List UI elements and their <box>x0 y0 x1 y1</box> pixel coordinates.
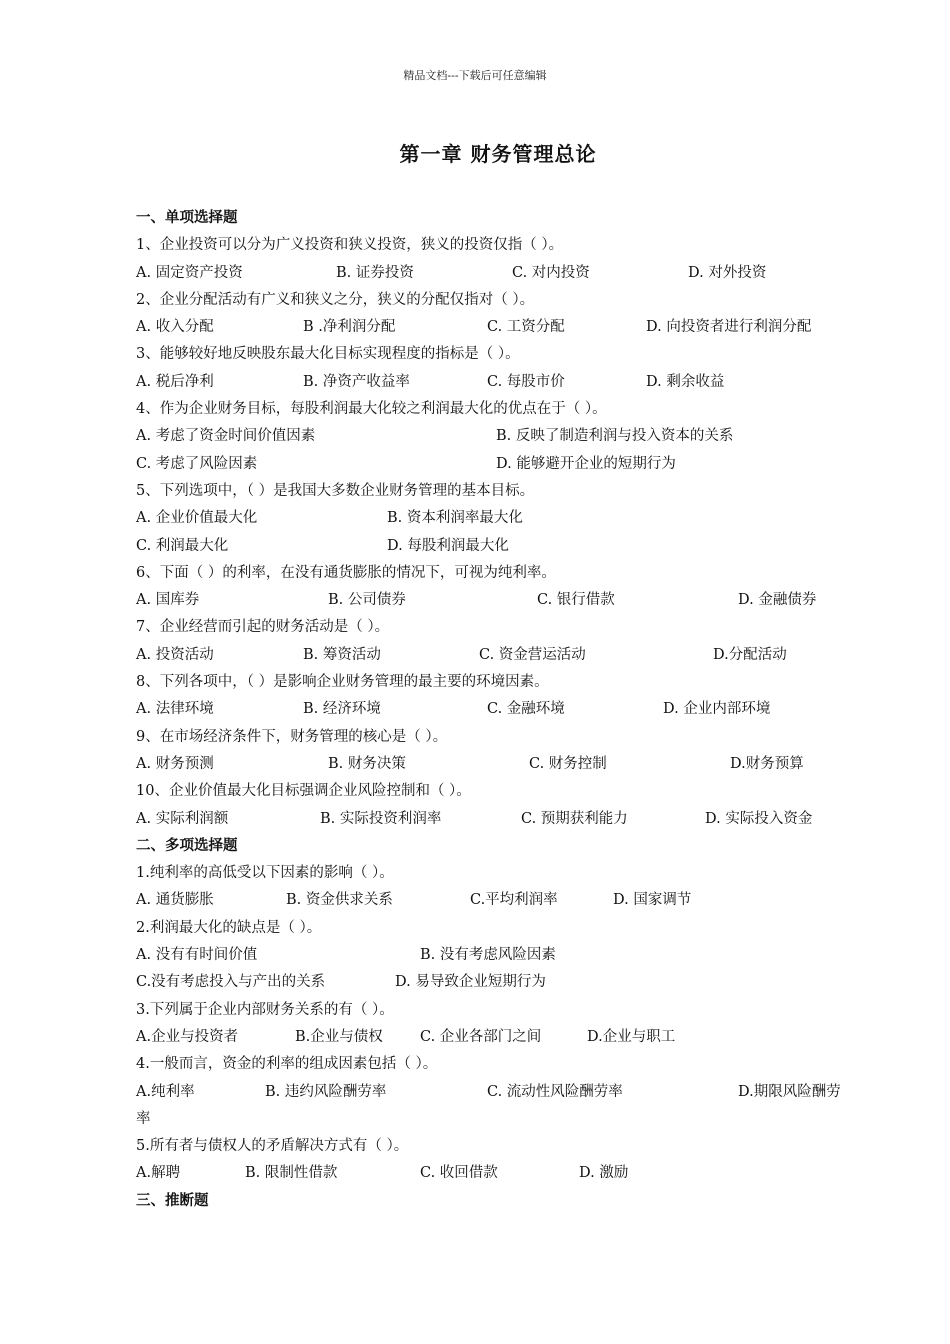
option-d: D. 向投资者进行利润分配 <box>646 319 812 336</box>
option-row <box>136 423 871 450</box>
option-row <box>136 451 871 478</box>
option-c: C.平均利润率 <box>470 892 558 909</box>
option-c: C.没有考虑投入与产出的关系 <box>136 974 326 991</box>
option-row <box>136 806 871 833</box>
question-stem: 5、下列选项中，（ ）是我国大多数企业财务管理的基本目标。 <box>136 482 535 499</box>
option-b: B. 限制性借款 <box>245 1165 338 1182</box>
section-heading-multiple-choice: 二、多项选择题 <box>136 837 238 854</box>
option-b: B. 财务决策 <box>328 755 406 772</box>
option-row <box>136 887 871 914</box>
chapter-title: 第一章 财务管理总论 <box>399 142 597 166</box>
option-a: A. 税后净利 <box>136 373 214 390</box>
option-a: A.纯利率 <box>136 1083 195 1100</box>
option-row <box>136 1024 871 1051</box>
option-d: D. 企业内部环境 <box>663 701 771 718</box>
option-c: C. 银行借款 <box>537 592 615 609</box>
option-d: D.企业与职工 <box>587 1028 676 1045</box>
option-c: C. 工资分配 <box>487 319 565 336</box>
option-d: D. 激励 <box>579 1165 629 1182</box>
option-row <box>136 642 871 669</box>
option-a: A. 国库券 <box>136 592 200 609</box>
option-a: A. 通货膨胀 <box>136 892 214 909</box>
question-stem: 4.一般而言，资金的利率的组成因素包括（ ）。 <box>136 1056 438 1073</box>
option-d: D. 对外投资 <box>688 264 767 281</box>
document-body <box>136 205 871 1215</box>
option-d: D.期限风险酬劳 <box>738 1083 841 1100</box>
option-b: B. 净资产收益率 <box>303 373 410 390</box>
option-c: C. 收回借款 <box>420 1165 498 1182</box>
section-heading-judgment: 三、推断题 <box>136 1192 209 1209</box>
question-stem: 2.利润最大化的缺点是（ ）。 <box>136 919 322 936</box>
question-stem: 6、下面（ ）的利率，在没有通货膨胀的情况下，可视为纯利率。 <box>136 564 556 581</box>
question-stem: 10、企业价值最大化目标强调企业风险控制和（ ）。 <box>136 783 471 800</box>
option-a: A. 考虑了资金时间价值因素 <box>136 428 316 445</box>
option-c: C. 每股市价 <box>487 373 565 390</box>
option-d: D. 国家调节 <box>613 892 692 909</box>
option-b: B.企业与债权 <box>295 1028 383 1045</box>
question-stem: 2、企业分配活动有广义和狭义之分，狭义的分配仅指对（ ）。 <box>136 291 535 308</box>
option-a: A.解聘 <box>136 1165 181 1182</box>
option-row <box>136 942 871 969</box>
option-b: B. 资金供求关系 <box>286 892 393 909</box>
option-d: D. 能够避开企业的短期行为 <box>496 455 676 472</box>
option-d: D. 易导致企业短期行为 <box>395 974 546 991</box>
option-row <box>136 587 871 614</box>
option-row <box>136 314 871 341</box>
question-stem: 1.纯利率的高低受以下因素的影响（ ）。 <box>136 865 394 882</box>
option-a: A. 实际利润额 <box>136 810 229 827</box>
option-a: A. 收入分配 <box>136 319 214 336</box>
option-c: C. 对内投资 <box>512 264 590 281</box>
question-stem: 3、能够较好地反映股东最大化目标实现程度的指标是（ ）。 <box>136 346 520 363</box>
option-a: A. 固定资产投资 <box>136 264 243 281</box>
option-d: D. 剩余收益 <box>646 373 725 390</box>
option-a: A. 投资活动 <box>136 646 214 663</box>
option-c: C. 考虑了风险因素 <box>136 455 258 472</box>
option-a: A. 企业价值最大化 <box>136 510 258 527</box>
question-stem: 4、作为企业财务目标，每股利润最大化较之利润最大化的优点在于（ ）。 <box>136 401 607 418</box>
option-d: D. 金融债券 <box>738 592 817 609</box>
option-b: B. 反映了制造利润与投入资本的关系 <box>496 428 734 445</box>
option-b: B. 违约风险酬劳率 <box>265 1083 387 1100</box>
option-d: D.财务预算 <box>730 755 804 772</box>
question-stem: 3.下列属于企业内部财务关系的有（ ）。 <box>136 1001 394 1018</box>
option-row <box>136 1079 871 1106</box>
option-row <box>136 533 871 560</box>
option-row <box>136 260 871 287</box>
option-a: A.企业与投资者 <box>136 1028 239 1045</box>
option-c: C. 财务控制 <box>529 755 607 772</box>
option-d: D.分配活动 <box>713 646 787 663</box>
option-a: A. 没有有时间价值 <box>136 947 258 964</box>
section-heading-single-choice: 一、单项选择题 <box>136 210 238 226</box>
option-a: A. 财务预测 <box>136 755 214 772</box>
option-b: B. 经济环境 <box>303 701 381 718</box>
option-row <box>136 505 871 532</box>
option-b: B. 筹资活动 <box>303 646 381 663</box>
option-a: A. 法律环境 <box>136 701 214 718</box>
option-row <box>136 369 871 396</box>
header-watermark: 精品文档---下载后可任意编辑 <box>403 69 547 82</box>
option-row <box>136 1160 871 1187</box>
question-stem: 7、企业经营而引起的财务活动是（ ）。 <box>136 619 390 636</box>
option-b: B. 实际投资利润率 <box>320 810 442 827</box>
option-b: B. 资本利润率最大化 <box>387 510 523 527</box>
option-b: B. 没有考虑风险因素 <box>420 947 556 964</box>
question-stem: 5.所有者与债权人的矛盾解决方式有（ ）。 <box>136 1138 409 1155</box>
question-stem: 1、企业投资可以分为广义投资和狭义投资，狭义的投资仅指（ ）。 <box>136 237 564 254</box>
option-c: C. 预期获利能力 <box>521 810 628 827</box>
option-b: B. 公司债券 <box>328 592 406 609</box>
option-c: C. 企业各部门之间 <box>420 1028 542 1045</box>
option-c: C. 资金营运活动 <box>479 646 586 663</box>
option-row <box>136 696 871 723</box>
option-continuation: 率 <box>136 1110 151 1127</box>
option-c: C. 流动性风险酬劳率 <box>487 1083 623 1100</box>
option-b: B .净利润分配 <box>303 319 396 336</box>
option-c: C. 利润最大化 <box>136 537 229 554</box>
question-stem: 9、在市场经济条件下，财务管理的核心是（ ）。 <box>136 728 448 745</box>
option-d: D. 实际投入资金 <box>705 810 813 827</box>
question-stem: 8、下列各项中，（ ）是影响企业财务管理的最主要的环境因素。 <box>136 674 549 691</box>
option-row <box>136 969 871 996</box>
option-row <box>136 751 871 778</box>
option-b: B. 证券投资 <box>336 264 414 281</box>
option-d: D. 每股利润最大化 <box>387 537 509 554</box>
option-c: C. 金融环境 <box>487 701 565 718</box>
